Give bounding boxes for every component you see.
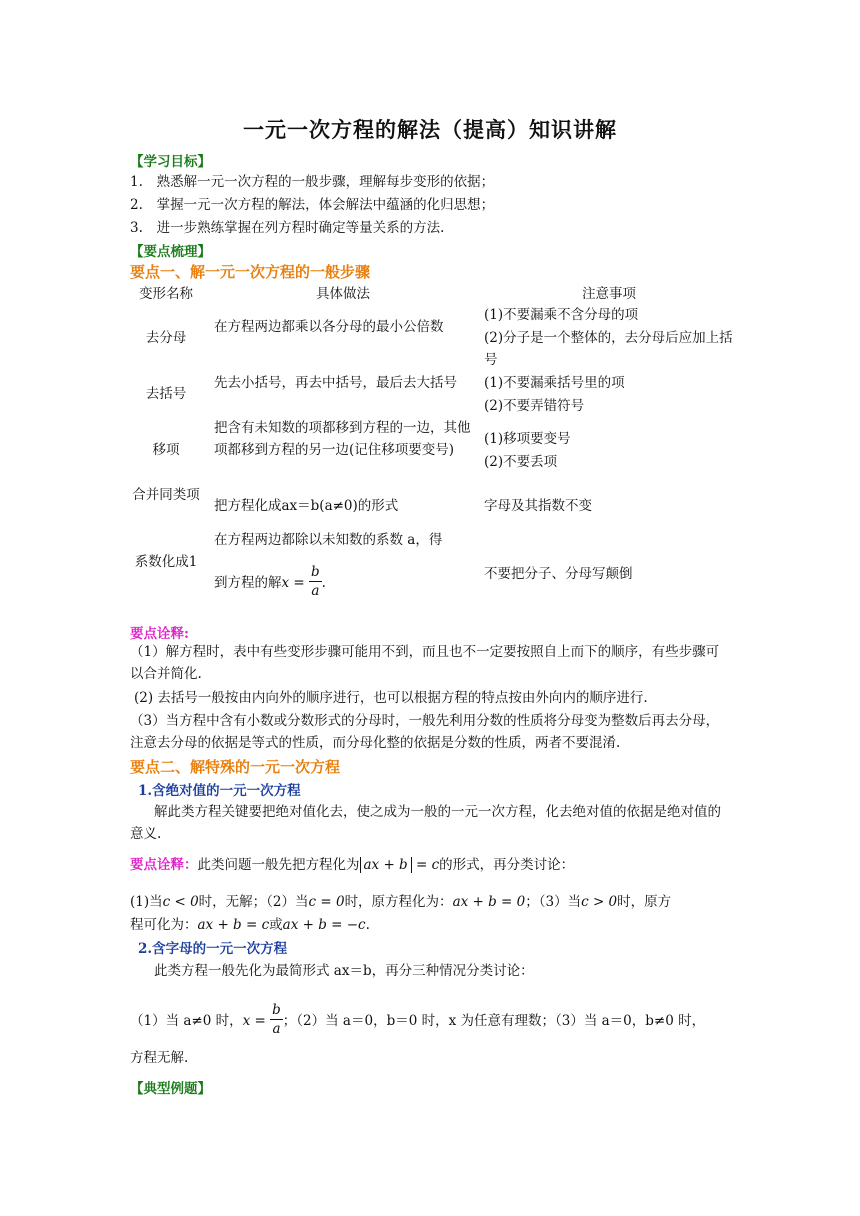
case-text: ；（3）当 (525, 894, 582, 910)
sub1-note-label: 要点诠释： (130, 857, 198, 873)
table-row-method: 把方程化成ax＝b(a≠0)的形式 (214, 498, 399, 514)
note-paragraph-1: （1）解方程时，表中有些变形步骤可能用不到，而且也不一定要按照自上而下的顺序，有些步骤可以合并简化. (130, 644, 720, 682)
case-line-2 (130, 914, 370, 936)
table-row-note: (2)不要弄错符号 (484, 398, 585, 414)
case-text: 时，原方 (617, 894, 672, 910)
goal-text: 掌握一元一次方程的解法，体会解法中蕴涵的化归思想； (156, 197, 495, 213)
sub1-note (130, 854, 574, 876)
table-row-method: 在方程两边都乘以各分母的最小公倍数 (214, 319, 444, 335)
table-row-name: 系数化成1 (134, 554, 198, 570)
table-row-name: 去分母 (145, 330, 187, 346)
case-math: x = (242, 1013, 266, 1029)
table-row-note: 不要把分子、分母写颠倒 (484, 566, 633, 582)
table-header-notes: 注意事项 (582, 286, 636, 302)
solution-formula (214, 565, 474, 602)
fraction-denominator: a (311, 583, 320, 599)
table-row-note: (1)不要漏乘括号里的项 (484, 375, 625, 391)
table-header-name: 变形名称 (139, 286, 193, 302)
goal-num: 1. (130, 174, 143, 190)
goal-text: 熟悉解一元一次方程的一般步骤，理解每步变形的依据； (156, 174, 495, 190)
examples-heading: 【典型例题】 (130, 1081, 211, 1097)
case-line-1 (130, 891, 671, 913)
sub2-conclusion: 方程无解. (130, 1050, 189, 1066)
case-math: ax + b = 0 (452, 894, 526, 910)
case-math: c > 0 (581, 894, 618, 910)
goal-num: 3. (130, 220, 143, 236)
fraction-denominator: a (272, 1021, 281, 1037)
note-paragraph-2: (2) 去括号一般按由内向外的顺序进行，也可以根据方程的特点按由外向内的顺序进行. (134, 690, 648, 706)
sub1-note-post: 的形式，再分类讨论： (439, 857, 575, 873)
table-row-note: (2)分子是一个整体的，去分母后应加上括号 (484, 330, 733, 368)
case-text: 时，无解；（2）当 (198, 894, 309, 910)
formula-tail: . (321, 575, 326, 591)
formula-lhs: x = (281, 575, 305, 591)
fraction-numerator: b (272, 1002, 281, 1018)
case-text: 时，原方程化为： (344, 894, 453, 910)
page-title: 一元一次方程的解法（提高）知识讲解 (243, 117, 617, 142)
case-text: . (365, 917, 370, 933)
goal-text: 进一步熟练掌握在列方程时确定等量关系的方法. (156, 220, 445, 236)
goal-num: 2. (130, 197, 143, 213)
goal-item-2 (130, 194, 494, 216)
abs-rhs: = c (411, 857, 440, 873)
fraction-numerator: b (311, 564, 320, 580)
case-text: 程可化为： (130, 917, 198, 933)
table-row-method: 在方程两边都除以未知数的系数 a，得 (214, 532, 443, 548)
table-row-method: 先去小括号，再去中括号，最后去大括号 (214, 375, 457, 391)
point2-heading: 要点二、解特殊的一元一次方程 (130, 758, 341, 776)
fraction (309, 563, 322, 600)
goals-heading: 【学习目标】 (130, 154, 211, 170)
case-math: ax + b = c (197, 917, 270, 933)
case-math: c < 0 (162, 894, 199, 910)
case-text: ；（2）当 a＝0，b＝0 时，x 为任意有理数；（3）当 a＝0，b≠0 时， (282, 1013, 706, 1029)
case-math: c = 0 (308, 894, 345, 910)
table-row-method: 把含有未知数的项都移到方程的一边，其他项都移到方程的另一边(记住移项要变号) (214, 420, 471, 458)
table-header-method: 具体做法 (316, 286, 370, 302)
sub1-heading: 1.含绝对值的一元一次方程 (138, 783, 301, 799)
table-row-name: 移项 (152, 442, 180, 458)
formula-label: 到方程的解 (214, 575, 282, 591)
goal-item-1 (130, 171, 494, 193)
sub2-cases (130, 1003, 705, 1040)
case-text: （1）当 a≠0 时， (130, 1013, 243, 1029)
case-text: (1)当 (130, 894, 163, 910)
goal-item-3 (130, 217, 444, 239)
note-paragraph-3: （3）当方程中含有小数或分数形式的分母时，一般先利用分数的性质将分母变为整数后再去分母，注意去分母的依据是等式的性质，而分母化整的依据是分数的性质，两者不要混淆. (130, 713, 720, 751)
point1-heading: 要点一、解一元一次方程的一般步骤 (130, 263, 371, 281)
case-text: 或 (269, 917, 283, 933)
sub2-heading: 2.含字母的一元一次方程 (138, 941, 288, 957)
table-row-note: (1)移项要变号 (484, 431, 571, 447)
fraction (270, 1001, 283, 1038)
sub1-note-pre: 此类问题一般先把方程化为 (197, 857, 360, 873)
table-row-note: (2)不要丢项 (484, 454, 558, 470)
sub1-paragraph: 解此类方程关键要把绝对值化去，使之成为一般的一元一次方程，化去绝对值的依据是绝对值的意义. (130, 804, 721, 842)
case-math: ax + b = −c (282, 917, 366, 933)
points-heading: 【要点梳理】 (130, 244, 211, 260)
sub2-paragraph: 此类方程一般先化为最简形式 ax＝b，再分三种情况分类讨论： (154, 963, 534, 979)
table-row-note: (1)不要漏乘不含分母的项 (484, 307, 639, 323)
note-label: 要点诠释: (130, 626, 189, 642)
abs-expression: ax + b (360, 857, 412, 873)
table-row-note: 字母及其指数不变 (484, 498, 592, 514)
table-row-name: 合并同类项 (132, 487, 200, 503)
table-row-name: 去括号 (145, 386, 187, 402)
